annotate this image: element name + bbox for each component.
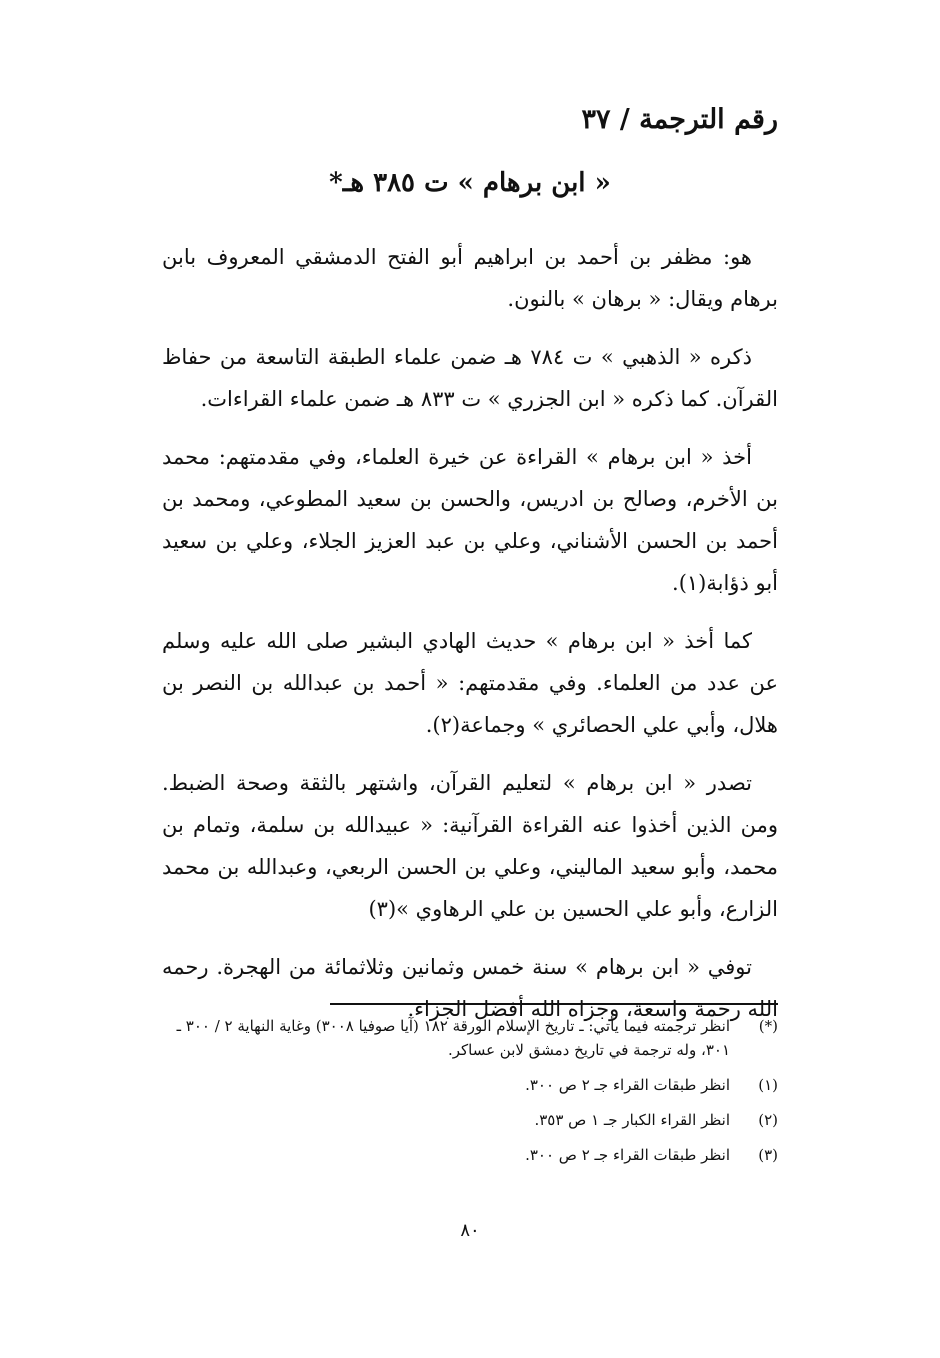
footnote-mark: (٢): [758, 1111, 778, 1129]
biography-body: [162, 236, 778, 1046]
footnote-item: [162, 1073, 778, 1097]
entry-number-heading: رقم الترجمة / ٣٧: [581, 104, 778, 135]
paragraph-teachers-reading: أخذ « ابن برهام » القراءة عن خيرة العلماء، وفي مقدمتهم: محمد بن الأخرم، وصالح بن ادريس، والحسن بن سعيد المطوعي، ومحمد بن أحمد بن الحسن الأشناني، وعلي بن عبد العزيز الجلاء، وعلي بن سعيد أبو ذؤابة(١).: [162, 445, 778, 595]
page-number: ٨٠: [460, 1220, 480, 1241]
footnote-item: [162, 1143, 778, 1167]
biography-title: « ابن برهام » ت ٣٨٥ هـ*: [329, 168, 611, 198]
footnote-item: [162, 1014, 778, 1062]
footnote-mark: (*): [758, 1017, 778, 1035]
footnote-mark: (٣): [758, 1146, 778, 1164]
footnote-mark: (١): [758, 1076, 778, 1094]
footnote-text: انظر طبقات القراء جـ ٢ ص ٣٠٠.: [525, 1076, 730, 1094]
footnote-item: [162, 1108, 778, 1132]
paragraph-identity: هو: مظفر بن أحمد بن ابراهيم أبو الفتح الدمشقي المعروف بابن برهام ويقال: « برهان » بالنون.: [162, 245, 778, 311]
paragraph-death: توفي « ابن برهام » سنة خمس وثمانين وثلاثمائة من الهجرة. رحمه الله رحمة واسعة، وجزاه الله أفضل الجزاء.: [162, 955, 778, 1021]
footnote-divider: [330, 1003, 778, 1005]
paragraph-students: تصدر « ابن برهام » لتعليم القرآن، واشتهر بالثقة وصحة الضبط. ومن الذين أخذوا عنه القراءة القرآنية: « عبيدالله بن سلمة، وتمام بن محمد، وأبو سعيد الماليني، وعلي بن الحسن الربعي، وعبدالله بن محمد الزارع، وأبو علي الحسين بن علي الرهاوي »(٣): [162, 771, 778, 921]
footnote-text: انظر ترجمته فيما يأتي: ـ تاريخ الإسلام الورقة ١٨٢ (آيا صوفيا ٣٠٠٨) وغاية النهاية ٢ / ٣٠٠ ـ ٣٠١، وله ترجمة في تاريخ دمشق لابن عساكر.: [176, 1017, 730, 1059]
paragraph-mentions: ذكره « الذهبي » ت ٧٨٤ هـ ضمن علماء الطبقة التاسعة من حفاظ القرآن. كما ذكره « ابن الجزري » ت ٨٣٣ هـ ضمن علماء القراءات.: [162, 345, 778, 411]
footnote-text: انظر القراء الكبار جـ ١ ص ٣٥٣.: [534, 1111, 730, 1129]
footnote-text: انظر طبقات القراء جـ ٢ ص ٣٠٠.: [525, 1146, 730, 1164]
footnotes: [162, 1014, 778, 1178]
paragraph-teachers-hadith: كما أخذ « ابن برهام » حديث الهادي البشير صلى الله عليه وسلم عن عدد من العلماء. وفي مقدمتهم: « أحمد بن عبدالله بن النصر بن هلال، وأبي علي الحصائري » وجماعة(٢).: [162, 629, 778, 737]
